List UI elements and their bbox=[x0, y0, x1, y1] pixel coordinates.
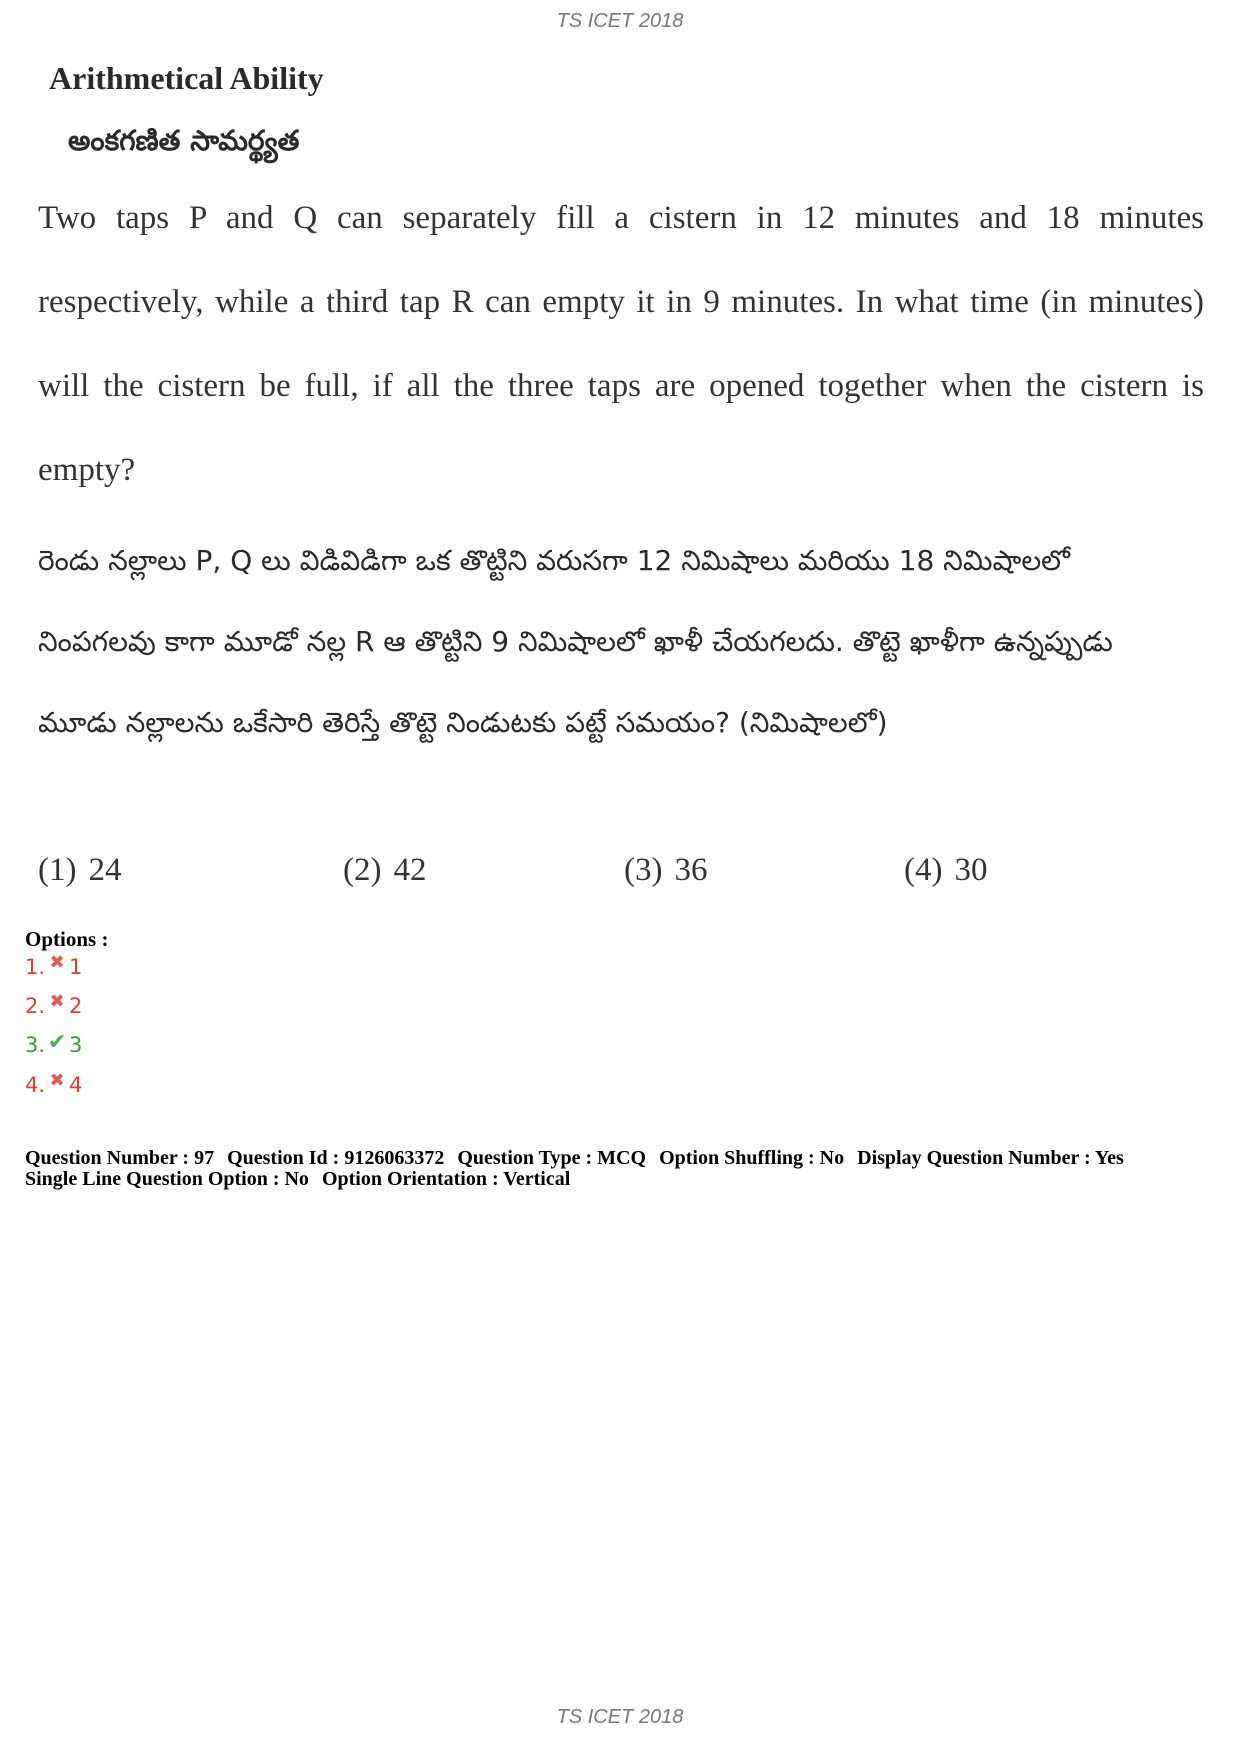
option-index: 2. bbox=[25, 994, 46, 1018]
choice-3 bbox=[624, 852, 707, 889]
option-orientation: Option Orientation : Vertical bbox=[321, 1168, 571, 1190]
choice-number: (2) bbox=[343, 852, 382, 888]
choice-value: 36 bbox=[674, 852, 708, 888]
option-value: 1 bbox=[69, 955, 83, 979]
option-value: 3 bbox=[69, 1033, 83, 1057]
choice-number: (1) bbox=[38, 852, 77, 888]
question-choices bbox=[38, 852, 1138, 896]
section-title: Arithmetical Ability bbox=[49, 60, 324, 96]
option-value: 4 bbox=[69, 1073, 83, 1097]
choice-value: 24 bbox=[88, 852, 122, 888]
question-text-english: Two taps P and Q can separately fill a cistern in 12 minutes and 18 minutes respectively, while a third tap R can empty it in 9 minutes. In what time (in minutes) will the cistern be full, if all the three taps are opened together when the cistern is empty? bbox=[38, 200, 1204, 488]
check-icon: ✔ bbox=[47, 1030, 67, 1055]
question-type: Question Type : MCQ bbox=[457, 1147, 647, 1169]
cross-icon: ✖ bbox=[49, 991, 65, 1012]
option-shuffling: Option Shuffling : No bbox=[659, 1147, 845, 1169]
option-index: 4. bbox=[25, 1073, 46, 1097]
display-question-number: Display Question Number : Yes bbox=[857, 1147, 1124, 1169]
option-index: 1. bbox=[25, 955, 46, 979]
choice-number: (4) bbox=[904, 852, 943, 888]
option-2 bbox=[25, 991, 82, 1021]
options-label: Options : bbox=[25, 927, 109, 951]
page-footer: TS ICET 2018 bbox=[556, 1706, 684, 1728]
choice-number: (3) bbox=[624, 852, 663, 888]
choice-4 bbox=[904, 852, 987, 889]
question-metadata bbox=[25, 1148, 1225, 1190]
section-title-telugu: అంకగణిత సామర్థ్యత bbox=[68, 124, 300, 157]
choice-2 bbox=[343, 852, 426, 889]
option-4 bbox=[25, 1070, 82, 1100]
single-line-option: Single Line Question Option : No bbox=[25, 1168, 309, 1190]
cross-icon: ✖ bbox=[49, 952, 65, 973]
page-header: TS ICET 2018 bbox=[556, 10, 684, 32]
choice-value: 30 bbox=[954, 852, 988, 888]
question-id: Question Id : 9126063372 bbox=[227, 1147, 445, 1169]
cross-icon: ✖ bbox=[49, 1070, 65, 1091]
question-text-telugu: రెండు నల్లాలు P, Q లు విడివిడిగా ఒక తొట్టిని వరుసగా 12 నిమిషాలు మరియు 18 నిమిషాలలో నింపగలవు కాగా మూడో నల్ల R ఆ తొట్టిని 9 నిమిషాలలో ఖాళీ చేయగలదు. తొట్టె ఖాళీగా ఉన్నప్పుడు మూడు నల్లాలను ఒకేసారి తెరిస్తే తొట్టె నిండుటకు పట్టే సమయం? (నిమిషాలలో) bbox=[38, 544, 1113, 739]
option-index: 3. bbox=[25, 1033, 46, 1057]
option-3 bbox=[25, 1030, 82, 1060]
choice-1 bbox=[38, 852, 121, 889]
question-number: Question Number : 97 bbox=[25, 1147, 215, 1169]
option-value: 2 bbox=[69, 994, 83, 1018]
option-1 bbox=[25, 952, 82, 982]
choice-value: 42 bbox=[393, 852, 427, 888]
